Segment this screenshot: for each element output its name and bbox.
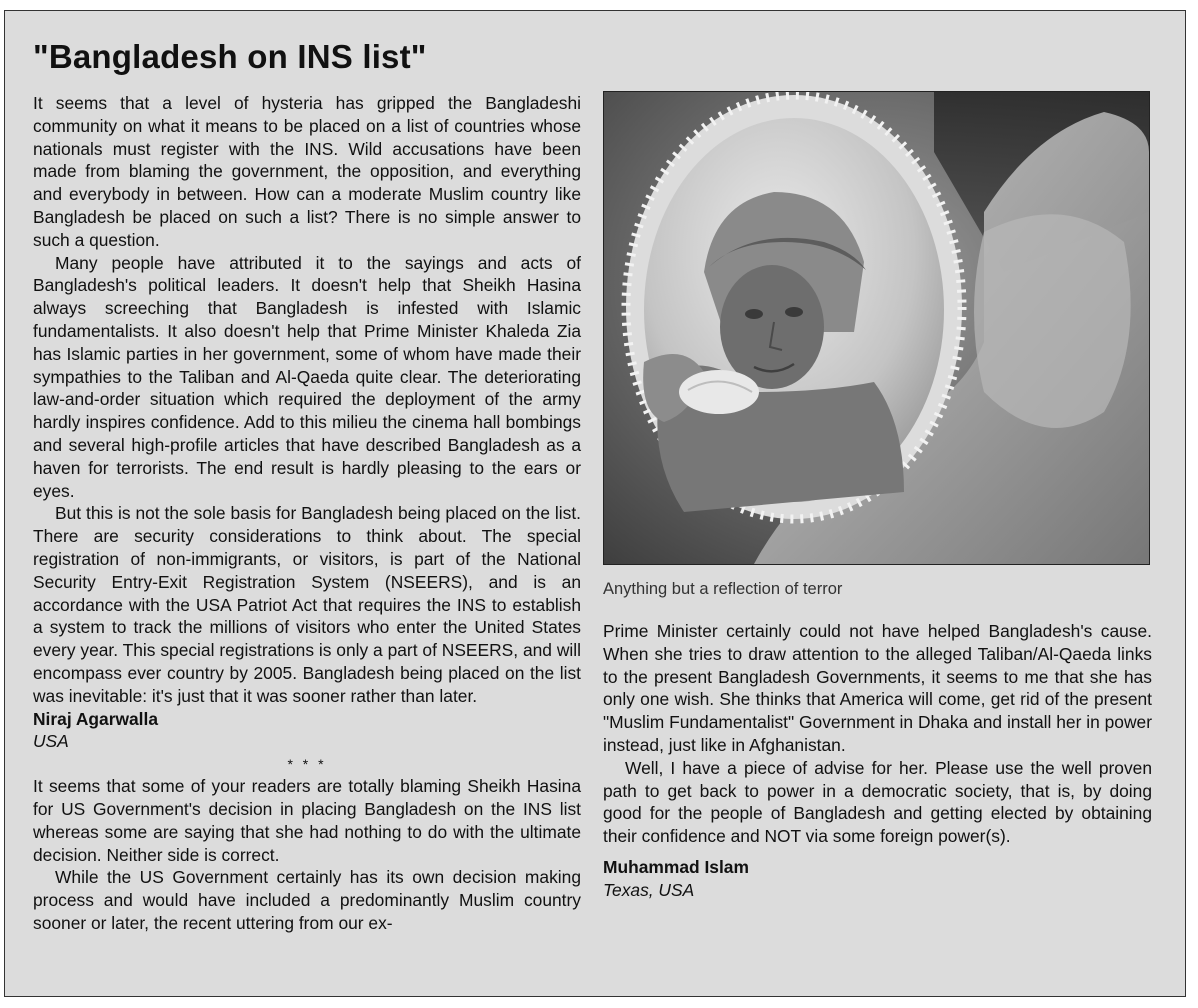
letter-separator: * * * xyxy=(287,756,327,773)
letter2-paragraph-3: Prime Minister certainly could not have helped Bangladesh's cause. When she tries to draw attention to the alleged Taliban/Al-Qaeda links to the present Bangladesh Governments, it seems to me that she has only one wish. She thinks that America will come, get rid of the present "Muslim Fundamentalist" Government in Dhaka and install her in power instead, just like in Afghanistan. xyxy=(603,621,1152,755)
letter1-paragraph-2: Many people have attributed it to the sayings and acts of Bangladesh's political leaders. It doesn't help that Sheikh Hasina always screeching that Bangladesh is infested with Islamic fundamentalists. It also doesn't help that Prime Minister Khaleda Zia has Islamic parties in her government, some of whom have made their sympathies to the Taliban and Al-Qaeda quite clear. The deteriorating law-and-order situation which required the deployment of the army hardly inspires confidence. Add to this milieu the cinema hall bombings and several high-profile articles that have described Bangladesh as a haven for terrorists. The end result is hardly pleasing to the ears or eyes. xyxy=(33,252,581,501)
letter1-location: USA xyxy=(33,731,69,752)
letter2-location: Texas, USA xyxy=(603,879,695,900)
photo-caption: Anything but a reflection of terror xyxy=(603,580,843,598)
letter1-author: Niraj Agarwalla xyxy=(33,708,159,729)
article-title: "Bangladesh on INS list" xyxy=(33,38,427,75)
letter2-author: Muhammad Islam xyxy=(603,856,749,877)
letter1-paragraph-3: But this is not the sole basis for Bangladesh being placed on the list. There are security considerations to think about. The special registration of non-immigrants, or visitors, is part of the National Security Entry-Exit Registration System (NSEERS), and is an accordance with the USA Patriot Act that requires the INS to establish a system to track the millions of visitors who enter the United States every year. This special registrations is only a part of NSEERS, and will encompass ever country by 2005. Bangladesh being placed on the list was inevitable: it's just that it was sooner rather than later. xyxy=(33,503,581,706)
photo-woman-mirror xyxy=(603,91,1150,565)
letter1-paragraph-1: It seems that a level of hysteria has gripped the Bangladeshi community on what it means to be placed on a list of countries whose nationals must register with the INS. Wild accusations have been made from blaming the government, the opposition, and everything and everybody in between. How can a moderate Muslim country like Bangladesh be placed on such a list? There is no simple answer to such a question. xyxy=(33,93,581,250)
letter2-paragraph-2: While the US Government certainly has its own decision making process and would have included a predominantly Muslim country sooner or later, the recent uttering from our ex- xyxy=(33,867,581,933)
letter2-paragraph-1: It seems that some of your readers are totally blaming Sheikh Hasina for US Government's decision in placing Bangladesh on the INS list whereas some are saying that she had nothing to do with the ultimate decision. Neither side is correct. xyxy=(33,776,581,865)
photo-illustration xyxy=(604,92,1149,564)
left-column xyxy=(33,92,581,935)
letter2-paragraph-4: Well, I have a piece of advise for her. Please use the well proven path to get back to power in a democratic society, that is, by doing good for the people of Bangladesh and getting elected by obtaining their confidence and NOT via some foreign power(s). xyxy=(603,757,1152,847)
right-column xyxy=(603,620,1152,902)
